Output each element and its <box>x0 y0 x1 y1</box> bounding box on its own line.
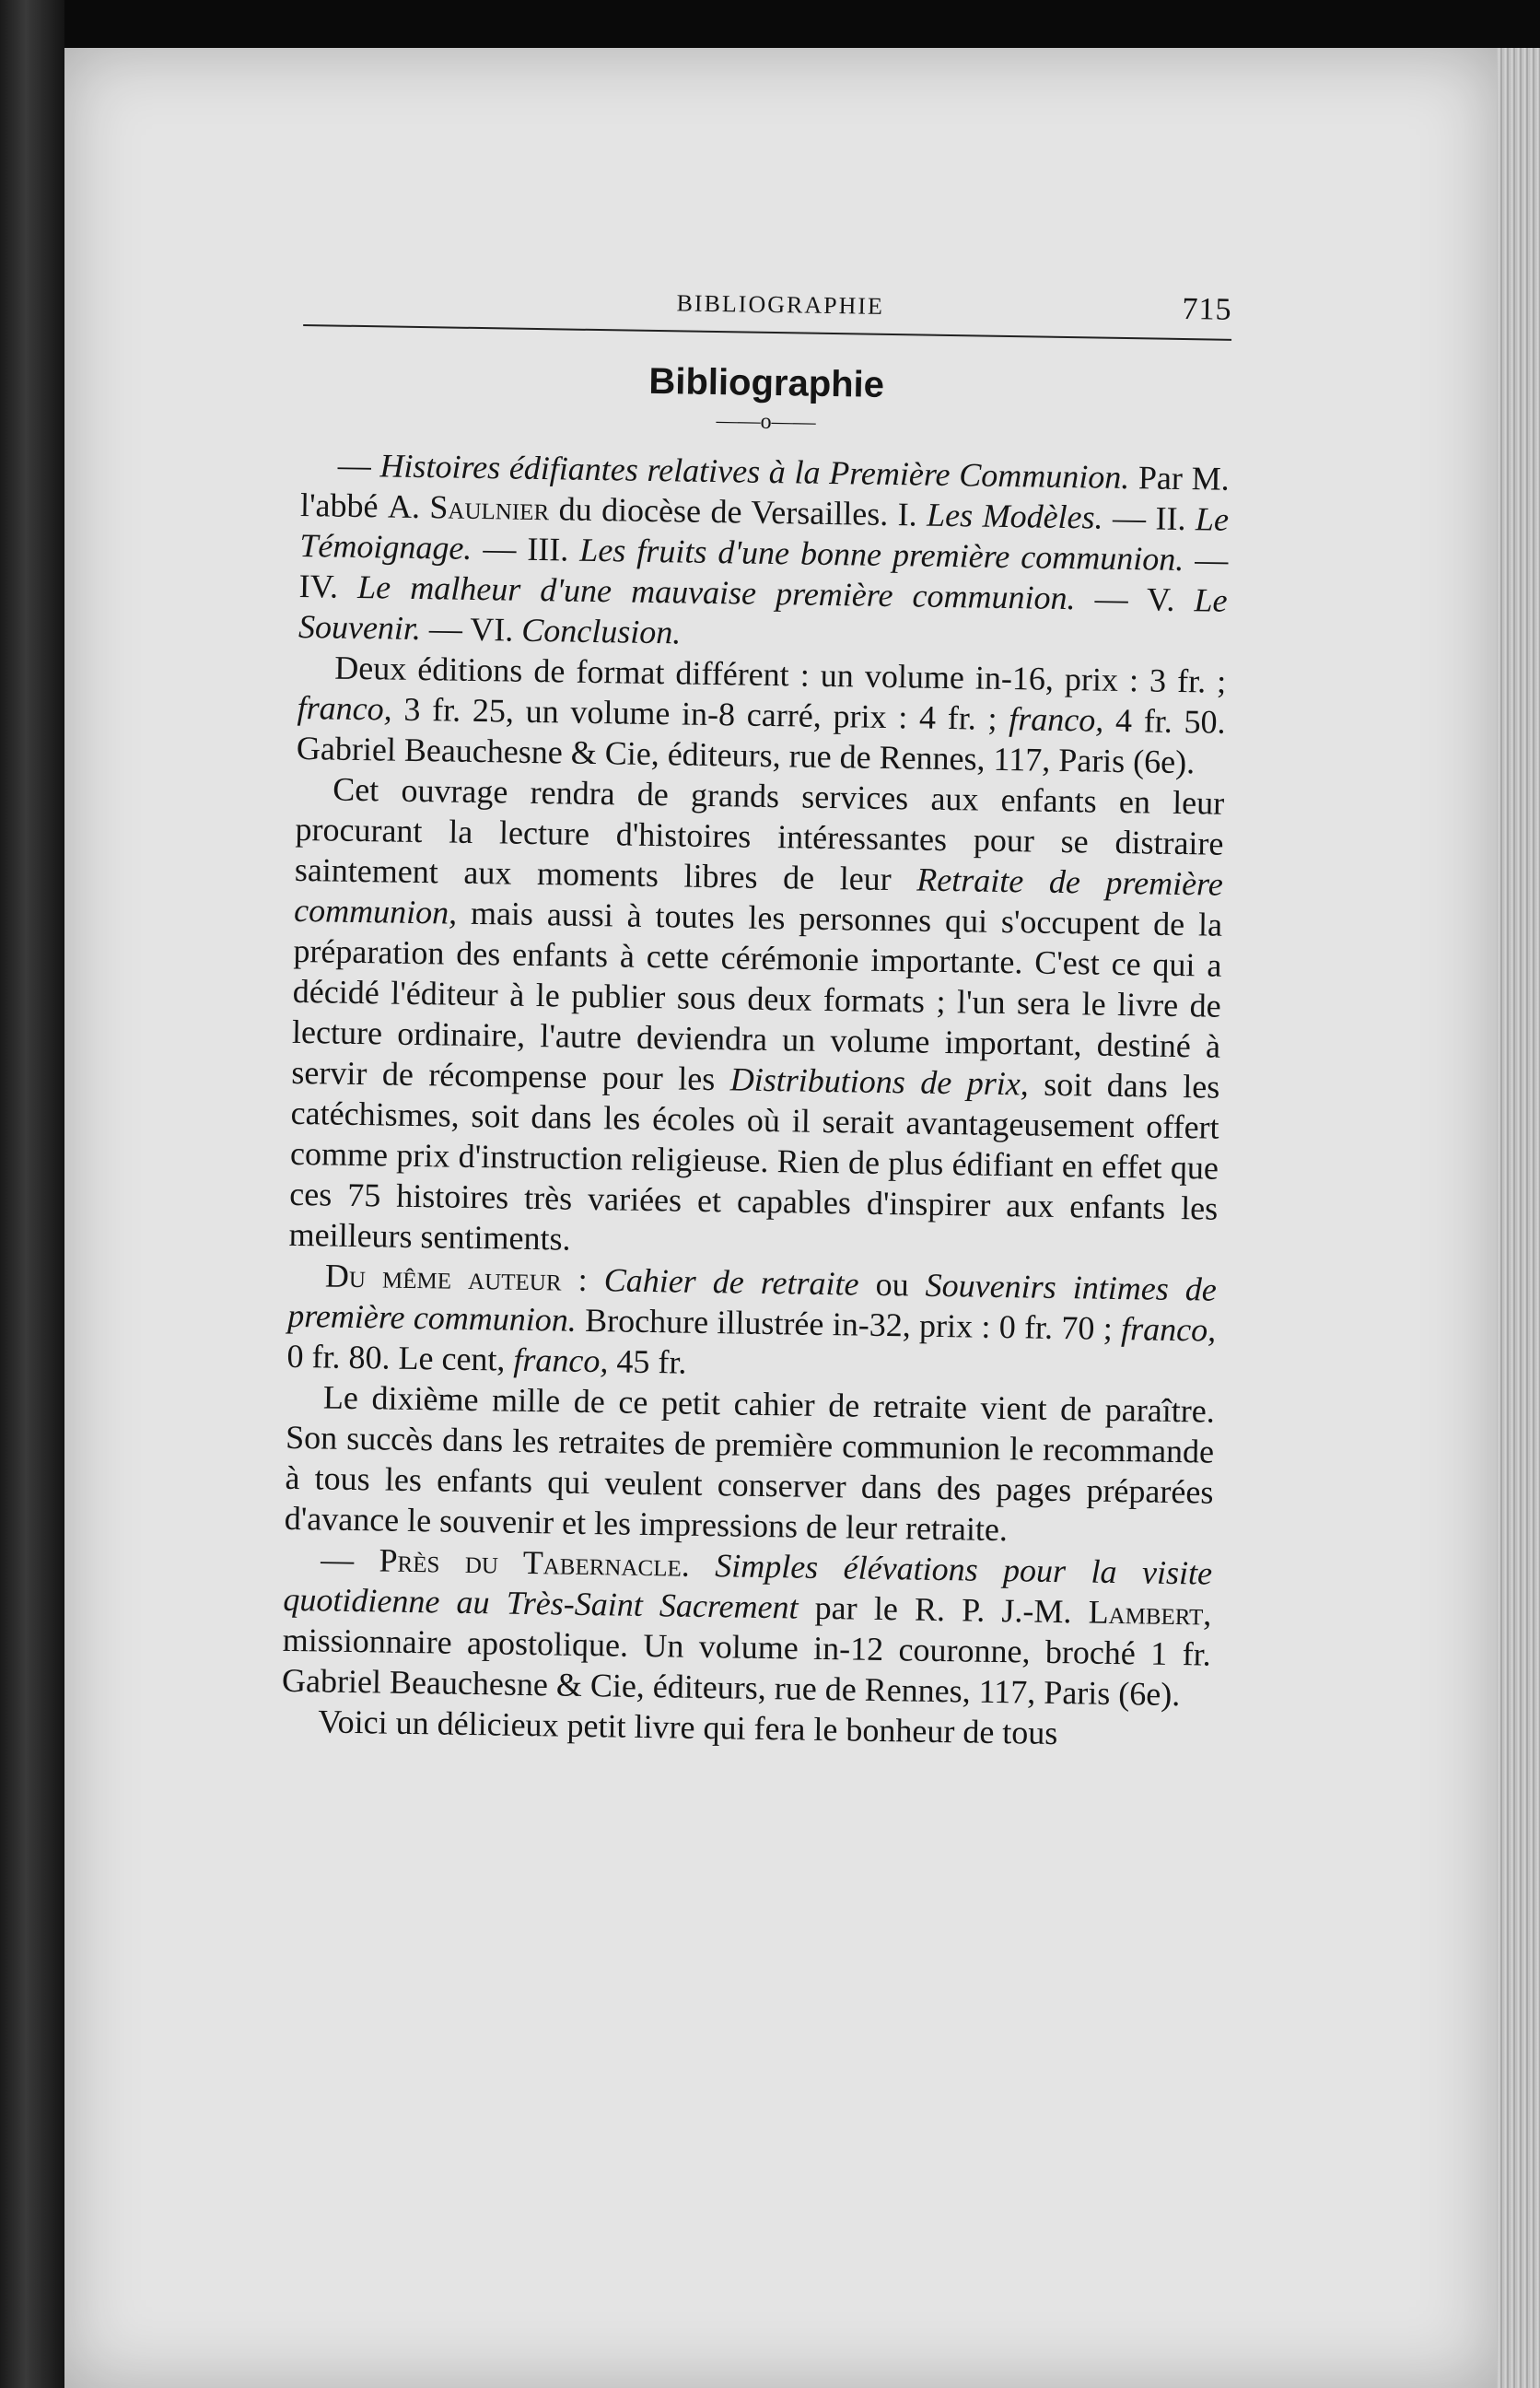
entry1-review: Cet ouvrage rendra de grands services aux enfants en leur procurant la lecture d'histoires intéressantes pour se distraire saintement aux moments libres de leur Retraite de première communion, mais aussi à toutes les personnes qui s'occupent de la préparation des enfants à cette cérémonie importante. C'est ce qui a décidé l'éditeur à le publier sous deux formats ; l'un sera le livre de lecture ordinaire, l'autre deviendra un volume important, destiné à servir de récompense pour les Distributions de prix, soit dans les catéchismes, soit dans les écoles où il serait avantageusement offert comme prix d'instruction religieuse. Rien de plus édifiant en effet que ces 75 histoires très variées et capables d'inspirer aux enfants les meilleurs sentiments. <box>288 770 1225 1258</box>
scan-border-top <box>64 0 1540 48</box>
entry1-editions: Deux éditions de format différent : un volume in-16, prix : 3 fr. ; franco, 3 fr. 25, un volume in-8 carré, prix : 4 fr. ; franco, 4 fr. 50. Gabriel Beauchesne & Cie, éditeurs, rue de Rennes, 117, Paris (6e). <box>296 649 1227 781</box>
entry3-review: Voici un délicieux petit livre qui fera le bonheur de tous <box>318 1703 1058 1752</box>
entry2-review: Le dixième mille de ce petit cahier de retraite vient de paraître. Son succès dans les retraites de première communion le recommande à tous les enfants qui veulent conserver dans des pages préparées d'avance le souvenir et les impressions de leur retraite. <box>284 1378 1216 1549</box>
entry1-title: Histoires édifiantes relatives à la Première Communion. <box>379 447 1130 497</box>
entry2-citation: Du même auteur : Cahier de retraite ou Souvenirs intimes de première communion. Brochure illustrée in-32, prix : 0 fr. 70 ; franco, 0 fr. 80. Le cent, franco, 45 fr. <box>286 1257 1218 1381</box>
page-text-block <box>281 276 1232 1756</box>
previous-page-edge <box>0 0 64 2388</box>
entry3-title: Près du Tabernacle. <box>379 1541 691 1584</box>
page-number: 715 <box>1182 291 1232 327</box>
entry3-author: Lambert <box>1088 1593 1204 1633</box>
running-head-title: BIBLIOGRAPHIE <box>676 289 885 320</box>
entry1-author: A. Saulnier <box>387 487 550 528</box>
entry1-citation: — Histoires édifiantes relatives à la Première Communion. Par M. l'abbé A. Saulnier du diocèse de Versailles. I. Les Modèles. — II. Le Témoignage. — III. Les fruits d'une bonne première communion. — IV. Le malheur d'une mauvaise première communion. — V. Le Souvenir. — VI. Conclusion. <box>298 446 1231 651</box>
book-page-edges <box>1497 48 1540 2388</box>
ornament-divider: ——o—— <box>716 409 816 435</box>
section-title: Bibliographie <box>648 360 885 405</box>
entry2-lead: Du même auteur <box>324 1257 562 1298</box>
entry3-citation: — Près du Tabernacle. Simples élévations pour la visite quotidienne au Très-Saint Sacrement par le R. P. J.-M. Lambert, missionnaire apostolique. Un volume in-12 couronne, broché 1 fr. Gabriel Beauchesne & Cie, éditeurs, rue de Rennes, 117, Paris (6e). <box>281 1540 1213 1714</box>
